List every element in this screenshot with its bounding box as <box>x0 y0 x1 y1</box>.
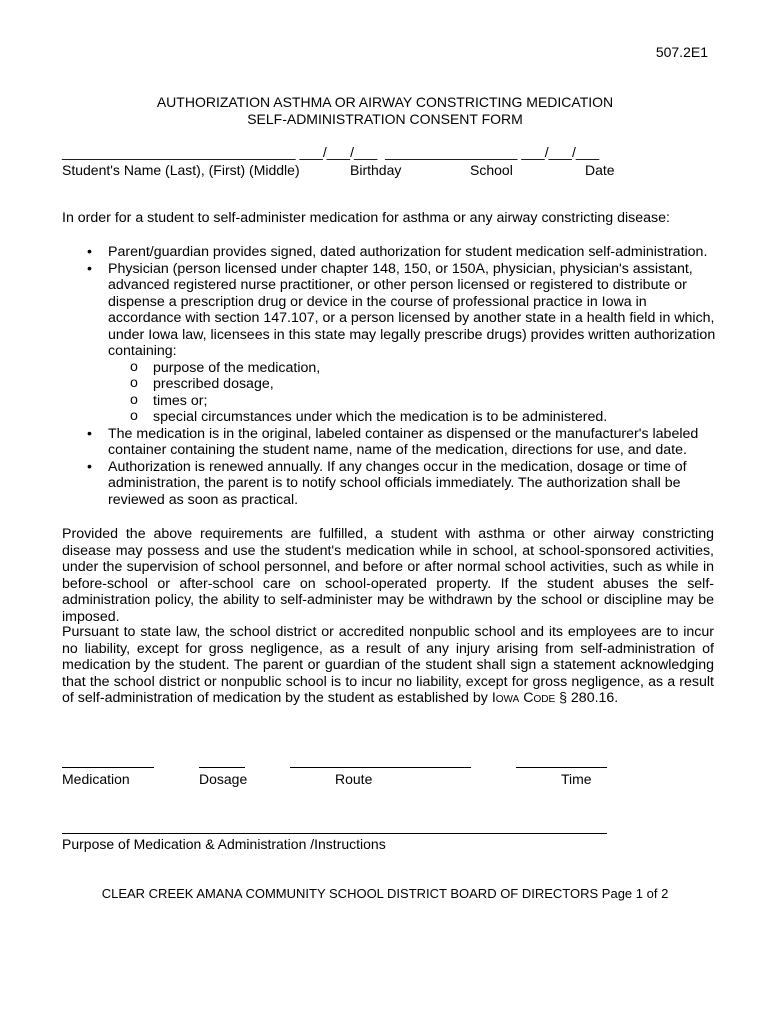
requirements-list <box>62 244 722 508</box>
circle-bullet-icon: o <box>130 391 138 408</box>
requirement-item: • The medication is in the original, labeled container as dispensed or the manufacturer's labeled container containing the student name, name of the medication, directions for use, and date. <box>87 425 699 458</box>
route-line[interactable] <box>290 767 471 768</box>
student-name-label: Student's Name (Last), (First) (Middle) <box>62 162 300 178</box>
student-info-blank-line[interactable]: ______________________________ ___/___/___ _________________ ___/___/___ <box>62 144 600 160</box>
form-title <box>0 94 770 128</box>
sub-item: o times or; <box>130 391 208 409</box>
sub-item: o prescribed dosage, <box>130 375 274 392</box>
bullet-icon: • <box>87 425 92 442</box>
purpose-label: Purpose of Medication & Administration /Instructions <box>62 836 386 852</box>
birthday-label: Birthday <box>350 162 402 178</box>
bullet-icon: • <box>87 244 92 260</box>
requirement-item: • Authorization is renewed annually. If any changes occur in the medication, dosage or time of administration, the parent is to notify school officials immediately. The authorization shall be reviewed as soon as practical. <box>87 458 687 508</box>
requirement-item: • Physician (person licensed under chapter 148, 150, or 150A, physician, physician's assistant, advanced registered nurse practitioner, or other person licensed or registered to distribute or dispense a prescription drug or device in the course of professional practice in Iowa in accordance with section 147.107, or a person licensed by another state in a health field in which, under Iowa law, licensees in this state may legally prescribe drugs) provides written authorization containing: o purpose of the medication, o prescribed dosage, o times or; o special circumstances under which the medication is to be administered. <box>62 261 722 426</box>
sub-item: o special circumstances under which the medication is to be administered. <box>130 408 608 425</box>
circle-bullet-icon: o <box>130 408 138 424</box>
dosage-label: Dosage <box>199 771 248 787</box>
title-line-2: SELF-ADMINISTRATION CONSENT FORM <box>247 111 523 127</box>
bullet-icon: • <box>87 458 92 475</box>
circle-bullet-icon: o <box>130 375 138 391</box>
liability-paragraph: Pursuant to state law, the school district or accredited nonpublic school and its employees are to incur no liability, except for gross negligence, as a result of any injury arising from self-administration of medication by the student. The parent or guardian of the student shall sign a statement acknowledging that the school district or nonpublic school is to incur no liability, except for gross negligence, as a result of self-administration of medication by the student as established by Iowa Code § 280.16. <box>62 624 714 706</box>
purpose-line[interactable] <box>62 833 607 834</box>
bullet-icon: • <box>87 260 92 277</box>
route-label: Route <box>335 771 373 787</box>
title-line-1: AUTHORIZATION ASTHMA OR AIRWAY CONSTRICTING MEDICATION <box>156 94 614 110</box>
dosage-line[interactable] <box>199 767 245 768</box>
time-line[interactable] <box>516 767 607 768</box>
medication-label: Medication <box>62 771 130 787</box>
circle-bullet-icon: o <box>130 358 138 375</box>
medication-line[interactable] <box>62 767 154 768</box>
date-label: Date <box>585 162 615 178</box>
page-footer: CLEAR CREEK AMANA COMMUNITY SCHOOL DISTRICT BOARD OF DIRECTORS Page 1 of 2 <box>101 886 669 901</box>
intro-text: In order for a student to self-administer medication for asthma or any airway constricting disease: <box>62 210 670 226</box>
sub-item: o purpose of the medication, <box>130 358 321 376</box>
iowa-code-reference: Iowa Code <box>491 690 556 706</box>
document-number: 507.2E1 <box>655 44 708 60</box>
possession-paragraph: Provided the above requirements are fulfilled, a student with asthma or other airway constricting disease may possess and use the student's medication while in school, at school-sponsored activities, under the supervision of school personnel, and before or after normal school activities, such as while in before-school or after-school care on school-operated property. If the student abuses the self-administration policy, the ability to self-administer may be withdrawn by the school or discipline may be imposed. <box>62 526 714 625</box>
authorization-contents-list <box>108 360 722 426</box>
requirement-item: • Parent/guardian provides signed, dated authorization for student medication self-administration. <box>87 244 708 260</box>
school-label: School <box>470 162 513 178</box>
time-label: Time <box>561 771 592 787</box>
